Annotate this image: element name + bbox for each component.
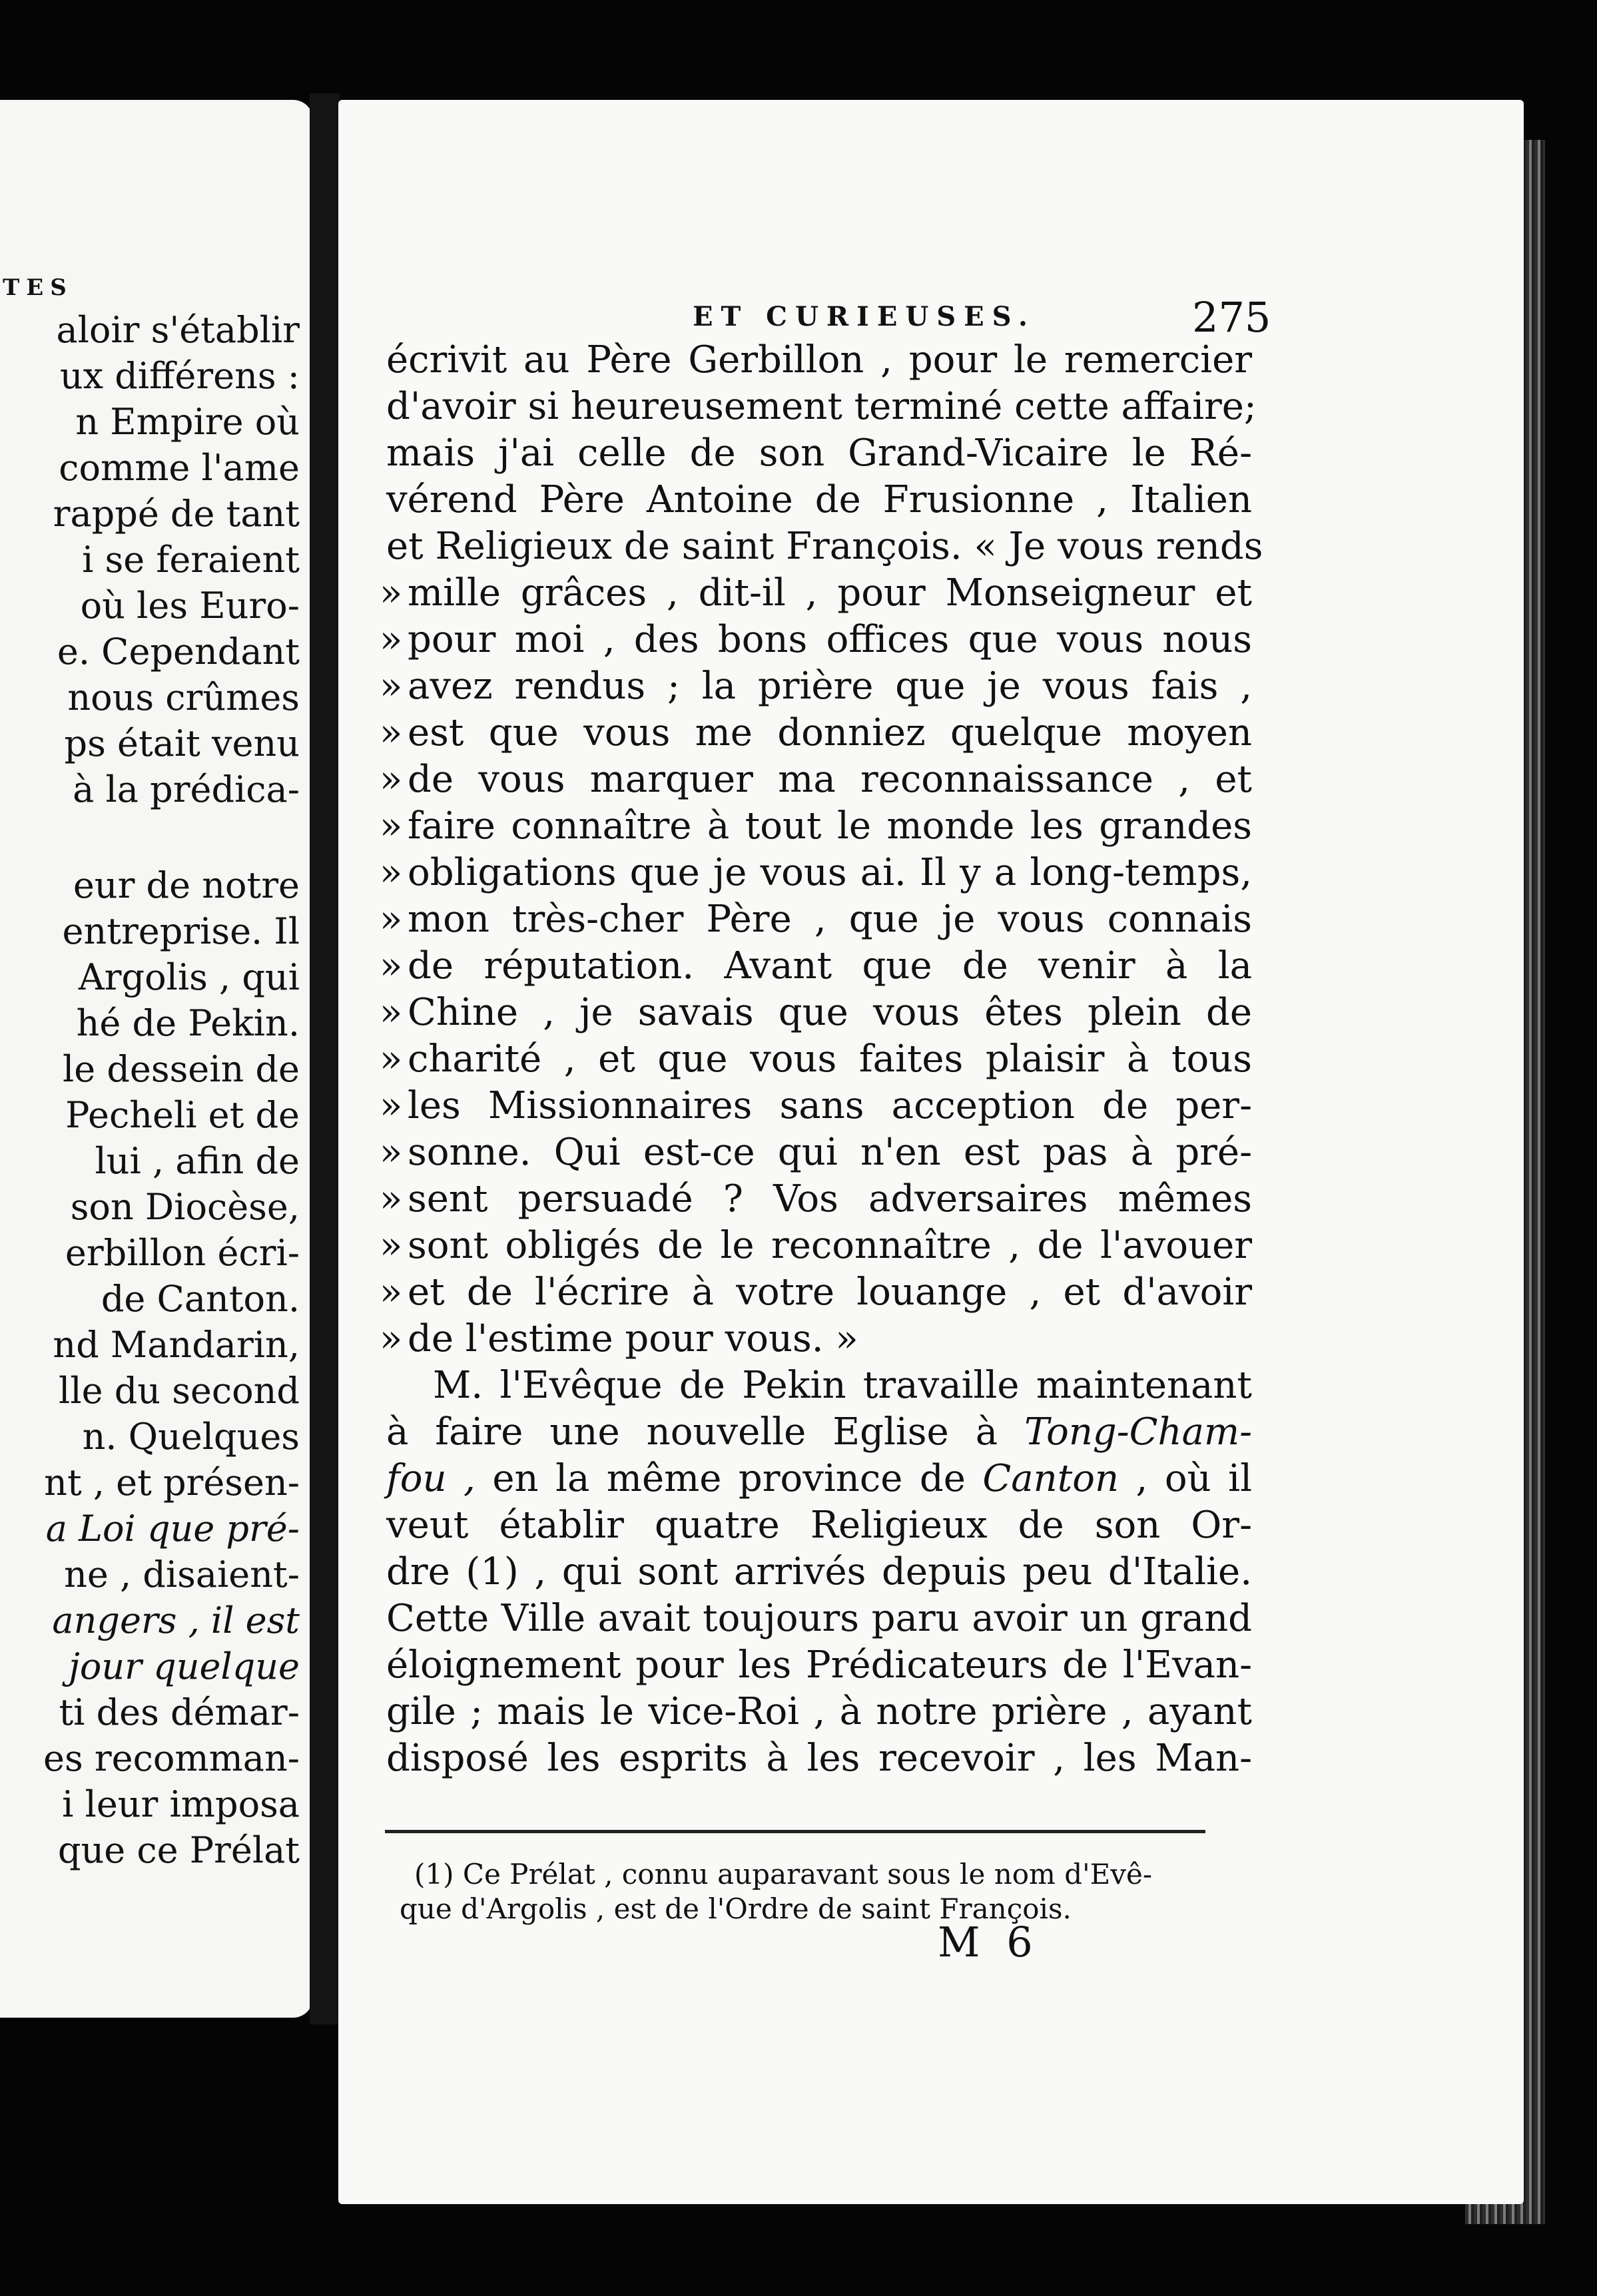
left-line: i se feraient	[82, 539, 300, 581]
left-line: de Canton.	[101, 1278, 300, 1320]
text-line: d'avoir si heureusement terminé cette affaire;	[386, 385, 1257, 428]
text-line: gile ; mais le vice-Roi , à notre prière , ayant	[386, 1690, 1252, 1733]
text-line: écrivit au Père Gerbillon , pour le remercier	[386, 338, 1252, 382]
text-line: » faire connaître à tout le monde les grandes	[408, 804, 1252, 848]
left-line: a Loi que pré-	[45, 1508, 300, 1550]
left-line: jour quelque	[69, 1645, 300, 1687]
footnote-rule	[385, 1830, 1205, 1833]
text-line: » de vous marquer ma reconnaissance , et	[408, 758, 1252, 802]
left-line: ux différens :	[59, 355, 300, 397]
left-line: n Empire où	[75, 401, 300, 443]
left-running-head: TES	[3, 274, 73, 301]
left-page	[0, 100, 313, 2018]
left-line: e. Cependant	[57, 631, 300, 673]
left-line: angers , il est	[52, 1599, 300, 1641]
text-line: » sont obligés de le reconnaître , de l'avouer	[408, 1224, 1252, 1268]
page-number: 275	[1192, 293, 1271, 342]
text-fragment: , où il	[1135, 1457, 1252, 1500]
text-line: » de réputation. Avant que de venir à la	[408, 944, 1252, 988]
text-line: mais j'ai celle de son Grand-Vicaire le Ré-	[386, 431, 1252, 475]
text-fragment-italic: Canton	[982, 1457, 1119, 1500]
text-line-mixed	[386, 1457, 1252, 1501]
left-line: rappé de tant	[53, 493, 300, 535]
left-line: entreprise. Il	[62, 910, 300, 952]
left-line: ti des démar-	[59, 1691, 300, 1733]
left-line: i leur imposa	[62, 1783, 300, 1825]
left-line: aloir s'établir	[56, 309, 300, 351]
left-line: erbillon écri-	[65, 1232, 300, 1274]
text-line: » Chine , je savais que vous êtes plein de	[408, 991, 1252, 1035]
left-line: Pecheli et de	[65, 1094, 300, 1136]
left-line: eur de notre	[73, 864, 300, 906]
left-line: n. Quelques	[82, 1416, 300, 1458]
book-gutter	[310, 93, 340, 2024]
left-line: es recomman-	[43, 1737, 300, 1779]
text-line: dre (1) , qui sont arrivés depuis peu d'Italie.	[386, 1550, 1252, 1593]
signature-mark: M 6	[938, 1918, 1040, 1966]
text-line: » les Missionnaires sans acception de per-	[408, 1084, 1252, 1128]
text-fragment-italic: Tong-Cham-	[1024, 1410, 1252, 1454]
left-line: nd Mandarin,	[53, 1324, 300, 1366]
text-line: disposé les esprits à les recevoir , les Man-	[386, 1737, 1252, 1780]
text-line: » mon très-cher Père , que je vous connais	[408, 898, 1252, 942]
text-line: et Religieux de saint François. « Je vous rends	[386, 525, 1263, 568]
left-line: où les Euro-	[80, 585, 300, 627]
left-line: lle du second	[59, 1370, 300, 1412]
text-line: » sonne. Qui est-ce qui n'en est pas à pré-	[408, 1131, 1252, 1175]
left-line: que ce Prélat	[57, 1829, 300, 1871]
text-line: » avez rendus ; la prière que je vous fais ,	[408, 665, 1252, 709]
left-line: nt , et présen-	[44, 1462, 300, 1504]
text-line: » pour moi , des bons offices que vous nous	[408, 618, 1252, 662]
text-line-mixed	[386, 1410, 1252, 1454]
text-line: » est que vous me donniez quelque moyen	[408, 711, 1252, 755]
text-fragment-italic: fou ,	[386, 1457, 476, 1500]
footnote-line: (1) Ce Prélat , connu auparavant sous le nom d'Evê-	[414, 1858, 1153, 1890]
footnote-line: que d'Argolis , est de l'Ordre de saint François.	[400, 1892, 1072, 1925]
text-fragment: en la même province de	[492, 1457, 966, 1500]
text-line: » et de l'écrire à votre louange , et d'avoir	[408, 1271, 1252, 1314]
running-head: ET CURIEUSES.	[693, 301, 1036, 332]
left-line: ne , disaient-	[64, 1554, 300, 1595]
text-line: veut établir quatre Religieux de son Or-	[386, 1504, 1252, 1547]
left-line: le dessein de	[62, 1048, 300, 1090]
text-line: Cette Ville avait toujours paru avoir un grand	[386, 1597, 1252, 1640]
left-line: hé de Pekin.	[76, 1002, 300, 1044]
text-line: éloignement pour les Prédicateurs de l'Evan-	[386, 1643, 1252, 1687]
left-line: ps était venu	[64, 722, 300, 764]
left-line: Argolis , qui	[78, 956, 300, 998]
text-line: » charité , et que vous faites plaisir à tous	[408, 1037, 1252, 1081]
left-line: son Diocèse,	[70, 1186, 300, 1228]
text-line: » obligations que je vous ai. Il y a long-temps,	[408, 851, 1252, 895]
text-line: » sent persuadé ? Vos adversaires mêmes	[408, 1177, 1252, 1221]
left-line: comme l'ame	[59, 447, 300, 489]
text-line: vérend Père Antoine de Frusionne , Italien	[386, 478, 1252, 521]
text-line: » mille grâces , dit-il , pour Monseigneur et	[408, 571, 1252, 615]
text-line: » de l'estime pour vous. »	[408, 1317, 1252, 1361]
left-line: nous crûmes	[67, 677, 300, 718]
left-line: à la prédica-	[73, 768, 300, 810]
text-line: M. l'Evêque de Pekin travaille maintenant	[433, 1364, 1252, 1407]
text-fragment: à faire une nouvelle Eglise à	[386, 1410, 998, 1454]
left-line: lui , afin de	[95, 1140, 300, 1182]
